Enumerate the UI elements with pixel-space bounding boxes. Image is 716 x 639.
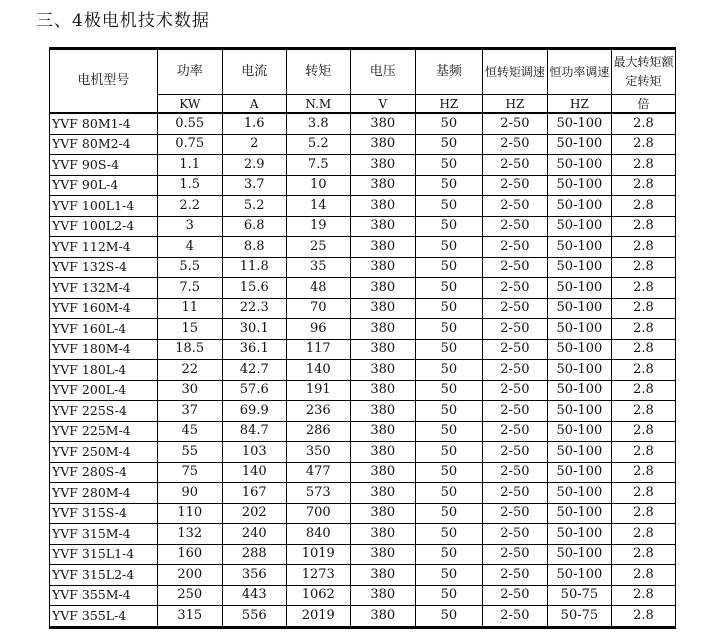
- power-cell: 315: [157, 606, 222, 628]
- base-frequency-cell: 50: [415, 175, 482, 196]
- current-cell: 356: [222, 565, 286, 586]
- constant-power-cell: 50-75: [547, 585, 611, 606]
- table-row: [50, 606, 676, 628]
- model-cell: YVF 90L-4: [50, 175, 158, 196]
- base-frequency-cell: 50: [415, 319, 482, 340]
- power-cell: 18.5: [157, 339, 222, 360]
- constant-power-cell: 50-100: [547, 257, 611, 278]
- power-cell: 0.55: [157, 113, 222, 134]
- unit-cell: HZ: [415, 95, 482, 114]
- header-max-torque-ratio: 最大转矩额定转矩: [611, 49, 675, 95]
- torque-cell: 48: [286, 278, 350, 299]
- header-constant-torque-range: 恒转矩调速: [482, 49, 547, 95]
- torque-cell: 35: [286, 257, 350, 278]
- unit-cell: N.M: [286, 95, 350, 114]
- voltage-cell: 380: [350, 524, 415, 545]
- voltage-cell: 380: [350, 237, 415, 258]
- base-frequency-cell: 50: [415, 606, 482, 628]
- model-cell: YVF 355M-4: [50, 585, 158, 606]
- current-cell: 84.7: [222, 421, 286, 442]
- table-row: [50, 237, 676, 258]
- torque-cell: 140: [286, 360, 350, 381]
- constant-power-cell: 50-100: [547, 524, 611, 545]
- header-torque: 转矩: [286, 49, 350, 95]
- max-torque-cell: 2.8: [611, 421, 675, 442]
- torque-cell: 96: [286, 319, 350, 340]
- unit-cell: 倍: [611, 95, 675, 114]
- power-cell: 75: [157, 462, 222, 483]
- max-torque-cell: 2.8: [611, 278, 675, 299]
- base-frequency-cell: 50: [415, 442, 482, 463]
- constant-power-cell: 50-100: [547, 237, 611, 258]
- table-row: [50, 319, 676, 340]
- voltage-cell: 380: [350, 134, 415, 155]
- header-row: [50, 49, 676, 95]
- current-cell: 22.3: [222, 298, 286, 319]
- base-frequency-cell: 50: [415, 113, 482, 134]
- base-frequency-cell: 50: [415, 298, 482, 319]
- constant-torque-cell: 2-50: [482, 155, 547, 176]
- max-torque-cell: 2.8: [611, 298, 675, 319]
- model-cell: YVF 132M-4: [50, 278, 158, 299]
- voltage-cell: 380: [350, 155, 415, 176]
- current-cell: 3.7: [222, 175, 286, 196]
- constant-torque-cell: 2-50: [482, 401, 547, 422]
- header-voltage: 电压: [350, 49, 415, 95]
- current-cell: 30.1: [222, 319, 286, 340]
- model-cell: YVF 80M2-4: [50, 134, 158, 155]
- max-torque-cell: 2.8: [611, 319, 675, 340]
- torque-cell: 7.5: [286, 155, 350, 176]
- model-cell: YVF 160M-4: [50, 298, 158, 319]
- voltage-cell: 380: [350, 585, 415, 606]
- unit-cell: V: [350, 95, 415, 114]
- table-row: [50, 360, 676, 381]
- voltage-cell: 380: [350, 216, 415, 237]
- constant-torque-cell: 2-50: [482, 503, 547, 524]
- constant-power-cell: 50-100: [547, 483, 611, 504]
- model-cell: YVF 200L-4: [50, 380, 158, 401]
- torque-cell: 1273: [286, 565, 350, 586]
- torque-cell: 191: [286, 380, 350, 401]
- constant-torque-cell: 2-50: [482, 380, 547, 401]
- voltage-cell: 380: [350, 606, 415, 628]
- constant-power-cell: 50-100: [547, 298, 611, 319]
- max-torque-cell: 2.8: [611, 565, 675, 586]
- current-cell: 2: [222, 134, 286, 155]
- voltage-cell: 380: [350, 462, 415, 483]
- voltage-cell: 380: [350, 565, 415, 586]
- constant-torque-cell: 2-50: [482, 524, 547, 545]
- header-model: 电机型号: [50, 49, 158, 114]
- model-cell: YVF 100L1-4: [50, 196, 158, 217]
- table-row: [50, 339, 676, 360]
- model-cell: YVF 280M-4: [50, 483, 158, 504]
- max-torque-cell: 2.8: [611, 442, 675, 463]
- voltage-cell: 380: [350, 257, 415, 278]
- unit-cell: HZ: [547, 95, 611, 114]
- base-frequency-cell: 50: [415, 544, 482, 565]
- current-cell: 11.8: [222, 257, 286, 278]
- current-cell: 140: [222, 462, 286, 483]
- torque-cell: 5.2: [286, 134, 350, 155]
- constant-power-cell: 50-100: [547, 339, 611, 360]
- base-frequency-cell: 50: [415, 278, 482, 299]
- power-cell: 1.1: [157, 155, 222, 176]
- model-cell: YVF 315S-4: [50, 503, 158, 524]
- model-cell: YVF 315L2-4: [50, 565, 158, 586]
- power-cell: 0.75: [157, 134, 222, 155]
- torque-cell: 117: [286, 339, 350, 360]
- voltage-cell: 380: [350, 503, 415, 524]
- max-torque-cell: 2.8: [611, 155, 675, 176]
- torque-cell: 350: [286, 442, 350, 463]
- table-row: [50, 257, 676, 278]
- current-cell: 57.6: [222, 380, 286, 401]
- header-constant-power-range: 恒功率调速: [547, 49, 611, 95]
- voltage-cell: 380: [350, 421, 415, 442]
- constant-torque-cell: 2-50: [482, 606, 547, 628]
- model-cell: YVF 90S-4: [50, 155, 158, 176]
- header-power: 功率: [157, 49, 222, 95]
- current-cell: 6.8: [222, 216, 286, 237]
- table-row: [50, 503, 676, 524]
- constant-power-cell: 50-100: [547, 401, 611, 422]
- torque-cell: 25: [286, 237, 350, 258]
- torque-cell: 573: [286, 483, 350, 504]
- table-row: [50, 175, 676, 196]
- voltage-cell: 380: [350, 380, 415, 401]
- constant-power-cell: 50-100: [547, 113, 611, 134]
- current-cell: 42.7: [222, 360, 286, 381]
- power-cell: 15: [157, 319, 222, 340]
- power-cell: 90: [157, 483, 222, 504]
- motor-spec-table: [49, 47, 676, 629]
- constant-power-cell: 50-100: [547, 503, 611, 524]
- power-cell: 11: [157, 298, 222, 319]
- model-cell: YVF 225S-4: [50, 401, 158, 422]
- power-cell: 5.5: [157, 257, 222, 278]
- current-cell: 1.6: [222, 113, 286, 134]
- current-cell: 69.9: [222, 401, 286, 422]
- current-cell: 288: [222, 544, 286, 565]
- max-torque-cell: 2.8: [611, 360, 675, 381]
- max-torque-cell: 2.8: [611, 462, 675, 483]
- power-cell: 200: [157, 565, 222, 586]
- constant-power-cell: 50-100: [547, 565, 611, 586]
- power-cell: 160: [157, 544, 222, 565]
- table-row: [50, 421, 676, 442]
- current-cell: 240: [222, 524, 286, 545]
- torque-cell: 19: [286, 216, 350, 237]
- max-torque-cell: 2.8: [611, 216, 675, 237]
- constant-power-cell: 50-100: [547, 216, 611, 237]
- constant-torque-cell: 2-50: [482, 442, 547, 463]
- constant-torque-cell: 2-50: [482, 113, 547, 134]
- model-cell: YVF 112M-4: [50, 237, 158, 258]
- current-cell: 556: [222, 606, 286, 628]
- power-cell: 110: [157, 503, 222, 524]
- power-cell: 55: [157, 442, 222, 463]
- max-torque-cell: 2.8: [611, 380, 675, 401]
- power-cell: 1.5: [157, 175, 222, 196]
- max-torque-cell: 2.8: [611, 483, 675, 504]
- base-frequency-cell: 50: [415, 155, 482, 176]
- model-cell: YVF 315L1-4: [50, 544, 158, 565]
- base-frequency-cell: 50: [415, 421, 482, 442]
- max-torque-cell: 2.8: [611, 503, 675, 524]
- constant-torque-cell: 2-50: [482, 483, 547, 504]
- constant-power-cell: 50-100: [547, 155, 611, 176]
- power-cell: 4: [157, 237, 222, 258]
- base-frequency-cell: 50: [415, 380, 482, 401]
- max-torque-cell: 2.8: [611, 196, 675, 217]
- voltage-cell: 380: [350, 278, 415, 299]
- table-row: [50, 442, 676, 463]
- torque-cell: 477: [286, 462, 350, 483]
- base-frequency-cell: 50: [415, 134, 482, 155]
- table-row: [50, 524, 676, 545]
- constant-torque-cell: 2-50: [482, 565, 547, 586]
- constant-torque-cell: 2-50: [482, 278, 547, 299]
- power-cell: 45: [157, 421, 222, 442]
- max-torque-cell: 2.8: [611, 113, 675, 134]
- constant-torque-cell: 2-50: [482, 134, 547, 155]
- current-cell: 103: [222, 442, 286, 463]
- torque-cell: 840: [286, 524, 350, 545]
- constant-power-cell: 50-100: [547, 380, 611, 401]
- torque-cell: 286: [286, 421, 350, 442]
- base-frequency-cell: 50: [415, 237, 482, 258]
- voltage-cell: 380: [350, 175, 415, 196]
- max-torque-cell: 2.8: [611, 339, 675, 360]
- constant-torque-cell: 2-50: [482, 196, 547, 217]
- constant-power-cell: 50-100: [547, 319, 611, 340]
- table-row: [50, 155, 676, 176]
- table-row: [50, 544, 676, 565]
- constant-power-cell: 50-100: [547, 421, 611, 442]
- unit-cell: HZ: [482, 95, 547, 114]
- table-row: [50, 113, 676, 134]
- model-cell: YVF 250M-4: [50, 442, 158, 463]
- base-frequency-cell: 50: [415, 401, 482, 422]
- max-torque-cell: 2.8: [611, 134, 675, 155]
- model-cell: YVF 100L2-4: [50, 216, 158, 237]
- current-cell: 5.2: [222, 196, 286, 217]
- constant-power-cell: 50-75: [547, 606, 611, 628]
- table-row: [50, 585, 676, 606]
- max-torque-cell: 2.8: [611, 237, 675, 258]
- constant-torque-cell: 2-50: [482, 298, 547, 319]
- constant-torque-cell: 2-50: [482, 360, 547, 381]
- voltage-cell: 380: [350, 298, 415, 319]
- current-cell: 15.6: [222, 278, 286, 299]
- max-torque-cell: 2.8: [611, 524, 675, 545]
- constant-power-cell: 50-100: [547, 544, 611, 565]
- model-cell: YVF 315M-4: [50, 524, 158, 545]
- table-row: [50, 565, 676, 586]
- base-frequency-cell: 50: [415, 585, 482, 606]
- constant-torque-cell: 2-50: [482, 319, 547, 340]
- current-cell: 167: [222, 483, 286, 504]
- base-frequency-cell: 50: [415, 360, 482, 381]
- table-row: [50, 462, 676, 483]
- table-row: [50, 483, 676, 504]
- base-frequency-cell: 50: [415, 196, 482, 217]
- constant-torque-cell: 2-50: [482, 237, 547, 258]
- torque-cell: 1062: [286, 585, 350, 606]
- torque-cell: 10: [286, 175, 350, 196]
- base-frequency-cell: 50: [415, 257, 482, 278]
- voltage-cell: 380: [350, 544, 415, 565]
- constant-power-cell: 50-100: [547, 134, 611, 155]
- model-cell: YVF 180L-4: [50, 360, 158, 381]
- power-cell: 3: [157, 216, 222, 237]
- power-cell: 30: [157, 380, 222, 401]
- constant-torque-cell: 2-50: [482, 175, 547, 196]
- power-cell: 37: [157, 401, 222, 422]
- base-frequency-cell: 50: [415, 339, 482, 360]
- current-cell: 8.8: [222, 237, 286, 258]
- voltage-cell: 380: [350, 483, 415, 504]
- power-cell: 22: [157, 360, 222, 381]
- header-current: 电流: [222, 49, 286, 95]
- voltage-cell: 380: [350, 113, 415, 134]
- base-frequency-cell: 50: [415, 503, 482, 524]
- constant-power-cell: 50-100: [547, 278, 611, 299]
- max-torque-cell: 2.8: [611, 544, 675, 565]
- model-cell: YVF 80M1-4: [50, 113, 158, 134]
- constant-power-cell: 50-100: [547, 442, 611, 463]
- model-cell: YVF 280S-4: [50, 462, 158, 483]
- power-cell: 132: [157, 524, 222, 545]
- model-cell: YVF 132S-4: [50, 257, 158, 278]
- table-row: [50, 298, 676, 319]
- constant-power-cell: 50-100: [547, 196, 611, 217]
- base-frequency-cell: 50: [415, 462, 482, 483]
- table-row: [50, 216, 676, 237]
- table-body: [50, 113, 676, 627]
- model-cell: YVF 180M-4: [50, 339, 158, 360]
- table-row: [50, 196, 676, 217]
- constant-torque-cell: 2-50: [482, 257, 547, 278]
- base-frequency-cell: 50: [415, 524, 482, 545]
- constant-torque-cell: 2-50: [482, 544, 547, 565]
- voltage-cell: 380: [350, 196, 415, 217]
- table-row: [50, 278, 676, 299]
- torque-cell: 1019: [286, 544, 350, 565]
- current-cell: 202: [222, 503, 286, 524]
- model-cell: YVF 225M-4: [50, 421, 158, 442]
- torque-cell: 3.8: [286, 113, 350, 134]
- power-cell: 7.5: [157, 278, 222, 299]
- torque-cell: 236: [286, 401, 350, 422]
- model-cell: YVF 355L-4: [50, 606, 158, 628]
- unit-cell: KW: [157, 95, 222, 114]
- max-torque-cell: 2.8: [611, 585, 675, 606]
- current-cell: 2.9: [222, 155, 286, 176]
- current-cell: 443: [222, 585, 286, 606]
- table-row: [50, 134, 676, 155]
- constant-power-cell: 50-100: [547, 462, 611, 483]
- torque-cell: 2019: [286, 606, 350, 628]
- max-torque-cell: 2.8: [611, 257, 675, 278]
- unit-cell: A: [222, 95, 286, 114]
- voltage-cell: 380: [350, 360, 415, 381]
- current-cell: 36.1: [222, 339, 286, 360]
- table-row: [50, 401, 676, 422]
- voltage-cell: 380: [350, 339, 415, 360]
- base-frequency-cell: 50: [415, 216, 482, 237]
- base-frequency-cell: 50: [415, 483, 482, 504]
- constant-torque-cell: 2-50: [482, 339, 547, 360]
- header-base-frequency: 基频: [415, 49, 482, 95]
- voltage-cell: 380: [350, 401, 415, 422]
- torque-cell: 70: [286, 298, 350, 319]
- base-frequency-cell: 50: [415, 565, 482, 586]
- power-cell: 2.2: [157, 196, 222, 217]
- constant-torque-cell: 2-50: [482, 462, 547, 483]
- page-title: 三、4极电机技术数据: [36, 11, 210, 31]
- table-row: [50, 380, 676, 401]
- max-torque-cell: 2.8: [611, 606, 675, 628]
- max-torque-cell: 2.8: [611, 175, 675, 196]
- constant-torque-cell: 2-50: [482, 421, 547, 442]
- torque-cell: 14: [286, 196, 350, 217]
- torque-cell: 700: [286, 503, 350, 524]
- constant-power-cell: 50-100: [547, 175, 611, 196]
- model-cell: YVF 160L-4: [50, 319, 158, 340]
- constant-power-cell: 50-100: [547, 360, 611, 381]
- constant-torque-cell: 2-50: [482, 585, 547, 606]
- voltage-cell: 380: [350, 442, 415, 463]
- constant-torque-cell: 2-50: [482, 216, 547, 237]
- voltage-cell: 380: [350, 319, 415, 340]
- max-torque-cell: 2.8: [611, 401, 675, 422]
- power-cell: 250: [157, 585, 222, 606]
